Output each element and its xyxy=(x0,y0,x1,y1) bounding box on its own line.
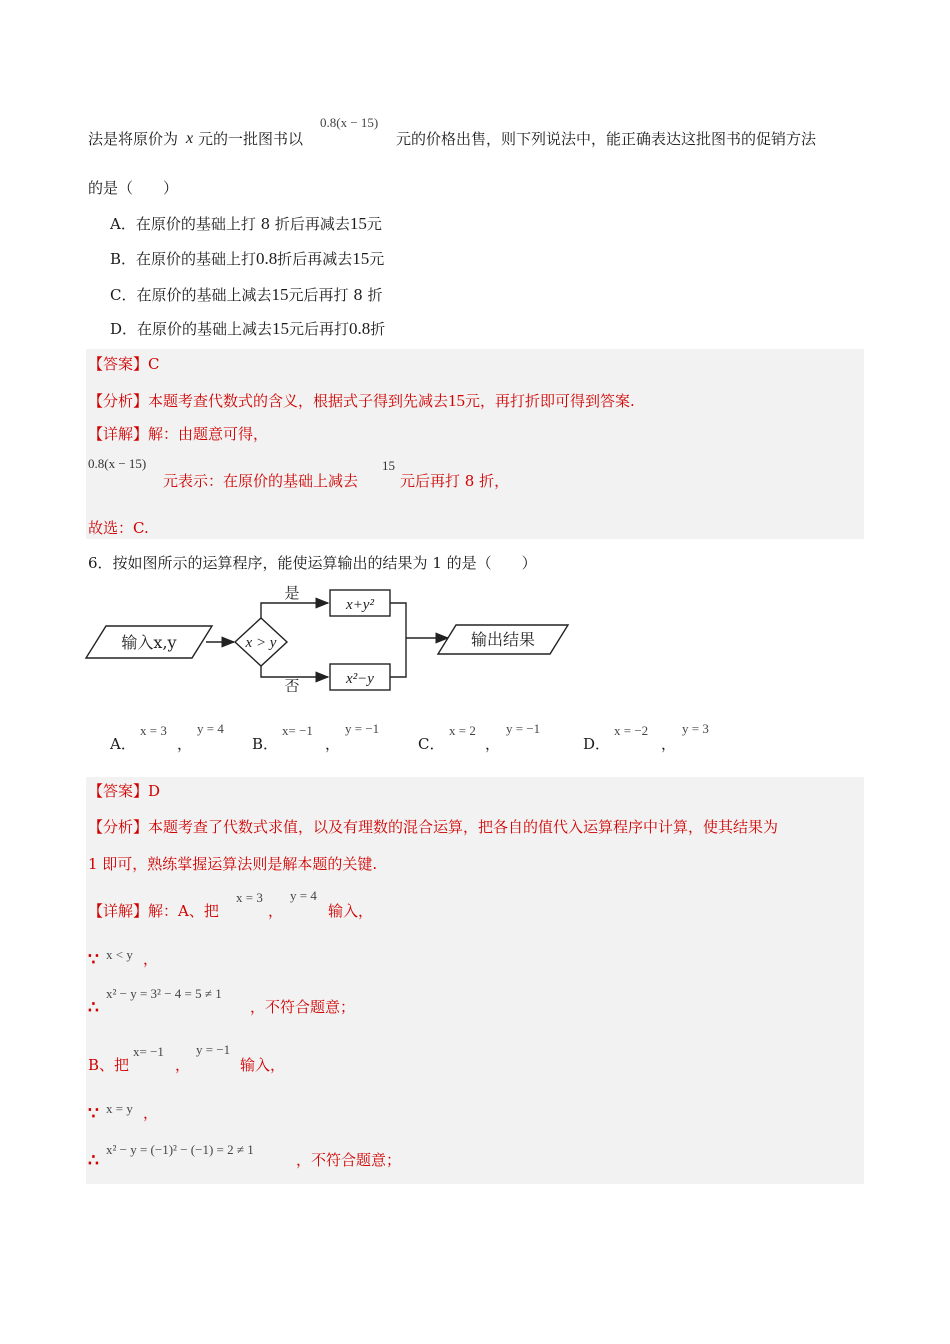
q6-option-c-y: y = −1 xyxy=(506,721,541,736)
q6-option-d-x: x = −2 xyxy=(614,723,649,738)
flow-input-label: 输入x,y xyxy=(121,633,177,652)
q6-a-relation-comma: ， xyxy=(143,950,159,968)
q5-analysis: 【分析】本题考查代数式的含义，根据式子得到先减去15元，再打折即可得到答案. xyxy=(88,391,635,410)
flow-arrow-no xyxy=(261,666,328,677)
flow-yes-label: 是 xyxy=(284,584,300,602)
q6-option-c-x: x = 2 xyxy=(449,723,476,738)
q6-option-b-y: y = −1 xyxy=(345,721,380,736)
q6-analysis-line2: 1 即可，熟练掌握运算法则是解本题的关键. xyxy=(88,855,378,873)
q5-stem-line2: 的是（ ） xyxy=(88,179,179,197)
q5-stem-part2: 元的一批图书以 xyxy=(198,130,304,148)
q6-answer: 【答案】D xyxy=(88,782,161,800)
q6-b-calculation: x² − y = (−1)² − (−1) = 2 ≠ 1 xyxy=(106,1142,254,1157)
therefore-symbol: ∴ xyxy=(88,998,99,1018)
q6-detail: 【详解】解：A、把 xyxy=(88,902,219,920)
q6-stem: 6．按如图所示的运算程序，能使运算输出的结果为 1 的是（ ） xyxy=(88,554,537,572)
q5-option-c: C．在原价的基础上减去15元后再打 8 折 xyxy=(110,285,383,304)
q6-option-a-comma: ， xyxy=(177,735,193,753)
q5-detail-num: 15 xyxy=(382,458,395,473)
because-symbol: ∵ xyxy=(88,950,99,970)
q6-b-x: x= −1 xyxy=(133,1044,164,1059)
q6-option-d-comma: ， xyxy=(661,735,677,753)
q6-b-comma: ， xyxy=(175,1056,191,1074)
q6-b-relation-comma: ， xyxy=(143,1104,159,1122)
flow-no-label: 否 xyxy=(284,677,300,692)
flow-condition-label: x > y xyxy=(245,635,277,651)
q6-detail-input: 输入， xyxy=(328,902,374,920)
q6-option-b-label: B． xyxy=(252,735,279,753)
q6-option-c-comma: ， xyxy=(485,735,501,753)
q6-b-not-fit: ，不符合题意； xyxy=(296,1151,402,1169)
q5-solution-box xyxy=(86,349,864,539)
q6-option-b-x: x= −1 xyxy=(282,723,313,738)
flow-arrow-yes xyxy=(261,603,328,618)
q6-detail-x: x = 3 xyxy=(236,890,263,905)
q5-detail: 【详解】解：由题意可得， xyxy=(88,425,269,443)
q6-detail-y: y = 4 xyxy=(290,888,317,903)
q5-detail-expression: 0.8(x − 15) xyxy=(88,456,147,471)
therefore-symbol-b: ∴ xyxy=(88,1151,99,1171)
flow-output-label: 输出结果 xyxy=(470,630,536,649)
q6-option-a-y: y = 4 xyxy=(197,721,224,736)
q6-a-relation: x < y xyxy=(106,947,133,962)
q6-b-input: 输入， xyxy=(240,1056,286,1074)
because-symbol-b: ∵ xyxy=(88,1104,99,1124)
q6-option-d-y: y = 3 xyxy=(682,721,709,736)
q5-option-b: B．在原价的基础上打0.8折后再减去15元 xyxy=(110,249,385,268)
flow-yes-box-label: x+y² xyxy=(346,597,374,613)
q6-option-b-comma: ， xyxy=(325,735,341,753)
q6-option-a-x: x = 3 xyxy=(140,723,167,738)
q6-detail-comma: ， xyxy=(268,902,284,920)
q6-a-calculation: x² − y = 3² − 4 = 5 ≠ 1 xyxy=(106,986,222,1001)
q5-stem-part1: 法是将原价为 xyxy=(88,130,179,148)
q5-stem-part3: 元的价格出售，则下列说法中，能正确表达这批图书的促销方法 xyxy=(396,130,817,148)
q6-a-not-fit: ，不符合题意； xyxy=(250,998,356,1016)
q6-option-c-label: C． xyxy=(418,735,445,753)
q6-option-d-label: D． xyxy=(583,735,611,753)
q5-stem-expression: 0.8(x − 15) xyxy=(320,115,379,130)
q6-analysis-line1: 【分析】本题考查了代数式求值，以及有理数的混合运算，把各自的值代入运算程序中计算，使其结果为 xyxy=(88,818,779,836)
q5-stem-var: x xyxy=(186,130,194,147)
q6-b-prefix: B、把 xyxy=(88,1056,130,1074)
q5-option-a: A．在原价的基础上打 8 折后再减去15元 xyxy=(110,214,382,233)
q6-b-y: y = −1 xyxy=(196,1042,231,1057)
q6-option-a-label: A． xyxy=(110,735,136,753)
flow-no-box-label: x²−y xyxy=(346,671,374,687)
q5-conclusion: 故选：C. xyxy=(88,519,149,537)
q5-detail-text-a: 元表示：在原价的基础上减去 xyxy=(163,472,359,490)
q5-answer: 【答案】C xyxy=(88,355,160,373)
flow-merge-line xyxy=(390,603,406,677)
q6-solution-box xyxy=(86,777,864,1184)
q6-b-relation: x = y xyxy=(106,1101,133,1116)
q5-detail-text-b: 元后再打 8 折， xyxy=(400,472,510,490)
q6-flowchart xyxy=(84,580,574,692)
q5-option-d: D．在原价的基础上减去15元后再打0.8折 xyxy=(110,319,386,338)
